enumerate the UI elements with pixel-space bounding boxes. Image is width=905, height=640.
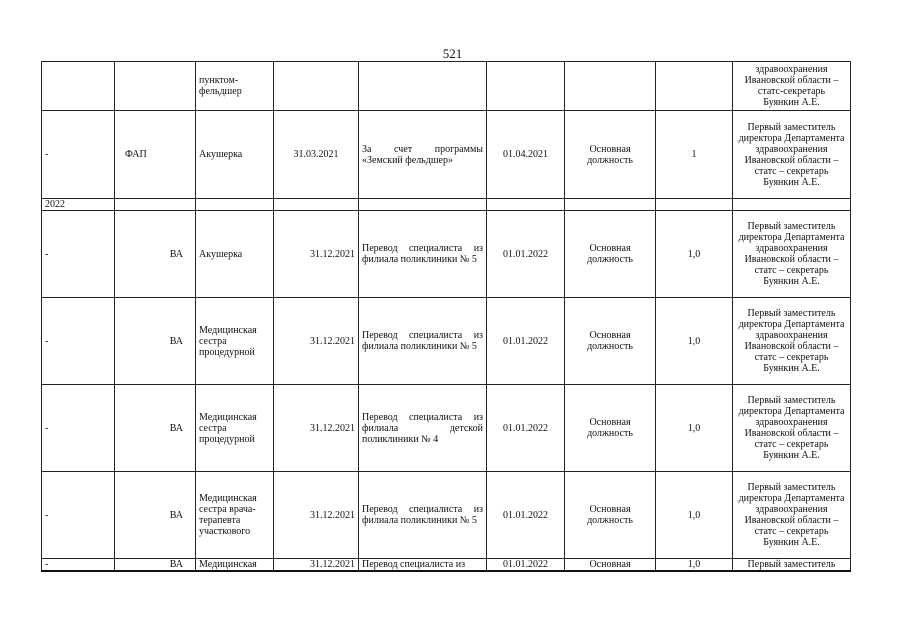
table-row xyxy=(42,111,851,199)
cell-empty xyxy=(733,199,851,211)
cell-type xyxy=(565,62,656,111)
cell-reason: За счет программы «Земский фельдшер» xyxy=(359,111,487,199)
responsible-line: Буянкин А.Е. xyxy=(763,97,820,108)
cell-responsible: Первый заместитель директора Департамента здравоохранения Ивановской области – статс – секретарь Буянкин А.Е. xyxy=(733,111,851,199)
cell-date-start: 01.01.2022 xyxy=(487,211,565,298)
cell-empty xyxy=(196,199,274,211)
cell-empty xyxy=(115,199,196,211)
cell-unit: ВА xyxy=(115,472,196,559)
cell-position xyxy=(196,62,274,111)
cell-num xyxy=(42,62,115,111)
cell-unit: ВА xyxy=(115,559,196,572)
cell-position: Акушерка xyxy=(196,111,274,199)
cell-responsible: Первый заместитель директора Департамента здравоохранения Ивановской области – статс – секретарь Буянкин А.Е. xyxy=(733,298,851,385)
table-row-continuation xyxy=(42,62,851,111)
cell-type: Основная xyxy=(565,559,656,572)
cell-date-start xyxy=(487,62,565,111)
cell-date-end: 31.12.2021 xyxy=(274,211,359,298)
cell-reason xyxy=(359,62,487,111)
cell-position: Акушерка xyxy=(196,211,274,298)
year-label: 2022 xyxy=(42,199,115,211)
responsible-line: статс-секретарь xyxy=(757,86,826,97)
cell-date-end: 31.12.2021 xyxy=(274,298,359,385)
cell-rate: 1,0 xyxy=(656,559,733,572)
cell-rate: 1,0 xyxy=(656,385,733,472)
cell-type: Основная должность xyxy=(565,211,656,298)
cell-unit xyxy=(115,62,196,111)
cell-reason: Перевод специалиста из филиала детской поликлиники № 4 xyxy=(359,385,487,472)
cell-date-start: 01.01.2022 xyxy=(487,298,565,385)
cell-reason: Перевод специалиста из филиала поликлиники № 5 xyxy=(359,211,487,298)
cell-position: Медицинская сестра процедурной xyxy=(196,385,274,472)
cell-num: - xyxy=(42,298,115,385)
cell-type: Основная должность xyxy=(565,385,656,472)
page-number: 521 xyxy=(442,46,463,61)
table-row xyxy=(42,472,851,559)
cell-unit: ФАП xyxy=(115,111,196,199)
position-line: пунктом- xyxy=(199,75,239,86)
table-row xyxy=(42,298,851,385)
cell-type: Основная должность xyxy=(565,298,656,385)
cell-reason: Перевод специалиста из xyxy=(359,559,487,572)
cell-num: - xyxy=(42,211,115,298)
cell-date-start: 01.01.2022 xyxy=(487,559,565,572)
cell-date-end: 31.12.2021 xyxy=(274,385,359,472)
cell-rate: 1,0 xyxy=(656,472,733,559)
cell-responsible: Первый заместитель xyxy=(733,559,851,572)
cell-date-start: 01.01.2022 xyxy=(487,385,565,472)
cell-reason: Перевод специалиста из филиала поликлиники № 5 xyxy=(359,472,487,559)
cell-responsible: Первый заместитель директора Департамента здравоохранения Ивановской области – статс – секретарь Буянкин А.Е. xyxy=(733,211,851,298)
cell-date-start: 01.04.2021 xyxy=(487,111,565,199)
cell-date-end xyxy=(274,62,359,111)
cell-responsible xyxy=(733,62,851,111)
cell-type: Основная должность xyxy=(565,472,656,559)
cell-rate: 1,0 xyxy=(656,211,733,298)
cell-num: - xyxy=(42,472,115,559)
table-row xyxy=(42,559,851,572)
cell-position: Медицинская сестра процедурной xyxy=(196,298,274,385)
cell-empty xyxy=(656,199,733,211)
cell-type: Основная должность xyxy=(565,111,656,199)
year-row xyxy=(42,199,851,211)
cell-responsible: Первый заместитель директора Департамента здравоохранения Ивановской области – статс – секретарь Буянкин А.Е. xyxy=(733,472,851,559)
cell-position: Медицинская xyxy=(196,559,274,572)
cell-num: - xyxy=(42,385,115,472)
cell-rate: 1 xyxy=(656,111,733,199)
cell-empty xyxy=(359,199,487,211)
staffing-table xyxy=(41,61,851,572)
cell-unit: ВА xyxy=(115,211,196,298)
cell-reason: Перевод специалиста из филиала поликлиники № 5 xyxy=(359,298,487,385)
table-row xyxy=(42,385,851,472)
cell-empty xyxy=(274,199,359,211)
position-line: фельдшер xyxy=(199,86,242,97)
responsible-line: здравоохранения xyxy=(755,64,828,75)
cell-unit: ВА xyxy=(115,385,196,472)
cell-position: Медицинская сестра врача-терапевта участкового xyxy=(196,472,274,559)
cell-num: - xyxy=(42,111,115,199)
cell-unit: ВА xyxy=(115,298,196,385)
cell-rate xyxy=(656,62,733,111)
cell-empty xyxy=(565,199,656,211)
cell-date-end: 31.03.2021 xyxy=(274,111,359,199)
responsible-line: Ивановской области – xyxy=(744,75,839,86)
cell-rate: 1,0 xyxy=(656,298,733,385)
cell-date-end: 31.12.2021 xyxy=(274,472,359,559)
cell-date-start: 01.01.2022 xyxy=(487,472,565,559)
table-row xyxy=(42,211,851,298)
cell-responsible: Первый заместитель директора Департамента здравоохранения Ивановской области – статс – секретарь Буянкин А.Е. xyxy=(733,385,851,472)
cell-date-end: 31.12.2021 xyxy=(274,559,359,572)
cell-num: - xyxy=(42,559,115,572)
cell-empty xyxy=(487,199,565,211)
